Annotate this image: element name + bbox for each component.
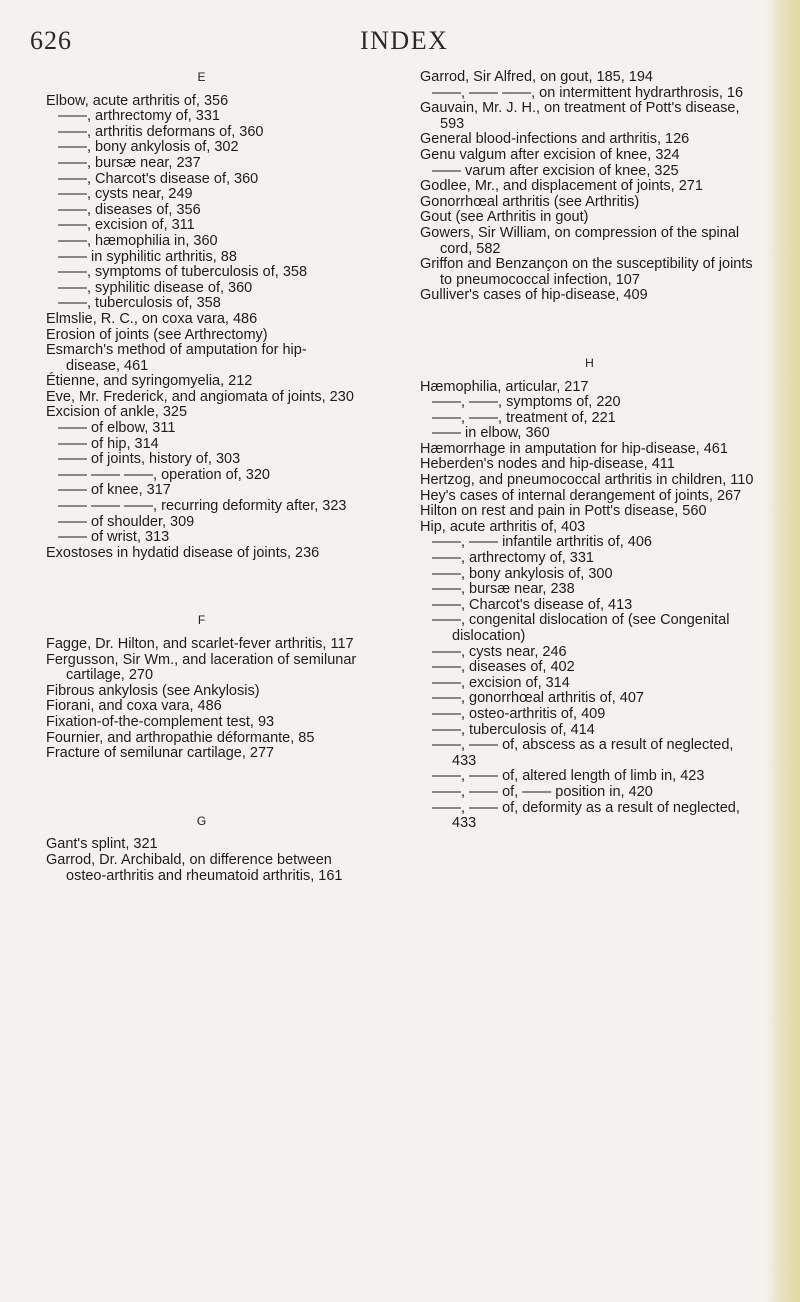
section-gap <box>46 561 358 613</box>
index-subentry: ——, ——, symptoms of, 220 <box>432 394 621 411</box>
index-entry: Heberden's nodes and hip-disease, 411 <box>420 456 675 473</box>
index-entry: Fixation-of-the-complement test, 93 <box>46 713 275 730</box>
index-subentry: ——, Charcot's disease of, 413 <box>432 596 633 613</box>
index-subentry: ——, diseases of, 402 <box>432 659 575 676</box>
section-gap <box>420 304 760 356</box>
index-entry: Garrod, Dr. Archibald, on difference between osteo-arthritis and rheumatoid arthritis, 161 <box>46 851 343 884</box>
index-subentry: —— of joints, history of, 303 <box>58 451 241 468</box>
index-entry: Gout (see Arthritis in gout) <box>420 209 589 226</box>
index-entry: Hey's cases of internal derangement of joints, 267 <box>420 487 742 504</box>
index-subentry: —— —— ——, operation of, 320 <box>58 466 270 483</box>
index-subentry: —— of hip, 314 <box>58 435 159 452</box>
index-subentry: ——, —— ——, on intermittent hydrarthrosis, 16 <box>432 84 744 101</box>
index-entry: Fiorani, and coxa vara, 486 <box>46 698 222 715</box>
index-entry: Godlee, Mr., and displacement of joints, 271 <box>420 178 703 195</box>
index-subentry: ——, ——, treatment of, 221 <box>432 409 616 426</box>
index-subentry: ——, —— infantile arthritis of, 406 <box>432 534 652 551</box>
index-entry: Esmarch's method of amputation for hip-disease, 461 <box>46 342 307 374</box>
index-entry: Hilton on rest and pain in Pott's disease, 560 <box>420 503 707 520</box>
index-entry: Elmslie, R. C., on coxa vara, 486 <box>46 310 258 327</box>
index-subentry: ——, —— of, deformity as a result of neglected, 433 <box>432 799 740 832</box>
index-subentry: —— in elbow, 360 <box>432 425 550 442</box>
running-title: INDEX <box>360 26 449 55</box>
index-subentry: ——, gonorrhœal arthritis of, 407 <box>432 690 644 707</box>
index-entry: Eve, Mr. Frederick, and angiomata of joints, 230 <box>46 388 354 405</box>
index-entry: Gonorrhœal arthritis (see Arthritis) <box>420 193 640 210</box>
index-entry: Fergusson, Sir Wm., and laceration of semilunar cartilage, 270 <box>46 651 357 684</box>
index-subentry: ——, bursæ near, 238 <box>432 581 575 598</box>
left-column <box>46 70 358 884</box>
index-entry: General blood-infections and arthritis, 126 <box>420 131 690 148</box>
index-subentry: ——, arthrectomy of, 331 <box>58 108 220 125</box>
index-subentry: —— —— ——, recurring deformity after, 323 <box>58 498 347 515</box>
index-subentry: ——, bursæ near, 237 <box>58 154 201 171</box>
index-subentry: ——, arthrectomy of, 331 <box>432 550 594 567</box>
index-subentry: ——, —— of, altered length of limb in, 423 <box>432 768 705 785</box>
index-subentry: ——, Charcot's disease of, 360 <box>58 170 259 187</box>
index-entry: Erosion of joints (see Arthrectomy) <box>46 326 268 343</box>
index-entry: Fibrous ankylosis (see Ankylosis) <box>46 682 260 699</box>
index-subentry: —— varum after excision of knee, 325 <box>432 162 679 179</box>
index-subentry: ——, excision of, 314 <box>432 674 570 691</box>
index-subentry: —— of shoulder, 309 <box>58 513 195 530</box>
index-subentry: ——, tuberculosis of, 358 <box>58 295 221 312</box>
page-edge-shading <box>766 0 800 1302</box>
index-subentry: —— in syphilitic arthritis, 88 <box>58 248 237 265</box>
index-entry: Griffon and Benzançon on the susceptibility of joints to pneumococcal infection, 107 <box>420 256 753 288</box>
section-letter: G <box>196 813 208 828</box>
index-subentry: ——, osteo-arthritis of, 409 <box>432 705 606 722</box>
section-letter: E <box>197 70 207 84</box>
index-entry: Excision of ankle, 325 <box>46 404 188 421</box>
section-letter: H <box>585 355 595 370</box>
index-subentry: ——, arthritis deformans of, 360 <box>58 123 264 140</box>
index-subentry: ——, diseases of, 356 <box>58 201 201 218</box>
section-letter: F <box>197 613 207 628</box>
index-subentry: ——, —— of, abscess as a result of neglected, 433 <box>432 737 734 769</box>
index-subentry: ——, congenital dislocation of (see Congenital dislocation) <box>432 612 730 644</box>
page-header <box>0 14 800 54</box>
index-entry: Gant's splint, 321 <box>46 836 158 853</box>
index-entry: Gauvain, Mr. J. H., on treatment of Pott's disease, 593 <box>420 100 740 132</box>
index-subentry: ——, tuberculosis of, 414 <box>432 721 595 738</box>
index-subentry: ——, cysts near, 249 <box>58 186 193 203</box>
index-subentry: ——, cysts near, 246 <box>432 643 567 660</box>
index-entry: Étienne, and syringomyelia, 212 <box>46 373 253 390</box>
index-entry: Hæmophilia, articular, 217 <box>420 378 589 395</box>
index-entry: Elbow, acute arthritis of, 356 <box>46 92 229 109</box>
index-entry: Fagge, Dr. Hilton, and scarlet-fever arthritis, 117 <box>46 636 354 652</box>
index-entry: Gowers, Sir William, on compression of the spinal cord, 582 <box>420 224 740 257</box>
index-subentry: —— of wrist, 313 <box>58 529 170 546</box>
index-subentry: ——, symptoms of tuberculosis of, 358 <box>58 264 308 281</box>
index-subentry: —— of knee, 317 <box>58 482 171 499</box>
index-entry: Gulliver's cases of hip-disease, 409 <box>420 287 648 304</box>
index-entry: Hertzog, and pneumococcal arthritis in children, 110 <box>420 472 754 489</box>
index-entry: Hip, acute arthritis of, 403 <box>420 518 586 535</box>
index-subentry: ——, bony ankylosis of, 300 <box>432 565 613 582</box>
index-entry: Genu valgum after excision of knee, 324 <box>420 146 680 163</box>
right-column <box>420 70 760 832</box>
index-entry: Fournier, and arthropathie déformante, 85 <box>46 729 315 746</box>
index-entry: Hæmorrhage in amputation for hip-disease, 461 <box>420 440 728 457</box>
index-subentry: ——, hæmophilia in, 360 <box>58 232 218 249</box>
index-entry: Garrod, Sir Alfred, on gout, 185, 194 <box>420 69 653 85</box>
index-subentry: ——, bony ankylosis of, 302 <box>58 139 239 156</box>
page-number: 626 <box>30 26 72 55</box>
index-subentry: ——, syphilitic disease of, 360 <box>58 279 253 296</box>
index-subentry: ——, —— of, —— position in, 420 <box>432 783 653 800</box>
index-subentry: —— of elbow, 311 <box>58 420 176 437</box>
index-entry: Exostoses in hydatid disease of joints, 236 <box>46 544 320 561</box>
section-gap <box>46 762 358 814</box>
index-subentry: ——, excision of, 311 <box>58 217 195 234</box>
index-entry: Fracture of semilunar cartilage, 277 <box>46 745 275 762</box>
